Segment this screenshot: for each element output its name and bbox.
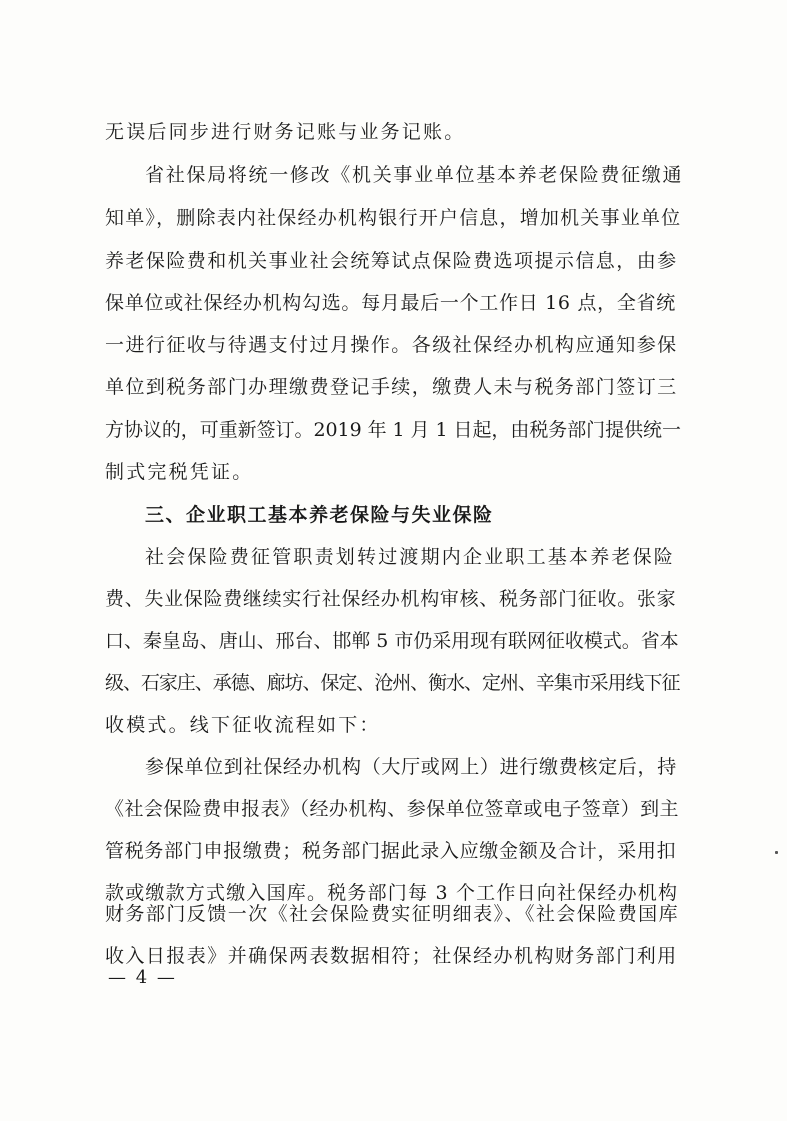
scan-artifact [775, 851, 778, 854]
text-line: 《社会保险费申报表》（经办机构、参保单位签章或电子签章）到主 [105, 798, 680, 820]
text-line: 款或缴款方式缴入国库。税务部门每 3 个工作日向社保经办机构 [105, 882, 679, 904]
text-line: 管税务部门申报缴费；税务部门据此录入应缴金额及合计，采用扣 [105, 840, 677, 862]
text-line: 单位到税务部门办理缴费登记手续，缴费人未与税务部门签订三 [105, 376, 678, 398]
text-line: 级、石家庄、承德、廊坊、保定、沧州、衡水、定州、辛集市采用线下征 [105, 672, 680, 694]
text-line: 社会保险费征管职责划转过渡期内企业职工基本养老保险 [145, 546, 676, 568]
text-line: 制式完税凭证。 [105, 461, 254, 483]
text-line: 一进行征收与待遇支付过月操作。各级社保经办机构应通知参保 [105, 334, 678, 356]
page-number: — 4 — [108, 967, 177, 988]
text-line: 方协议的，可重新签订。2019 年 1 月 1 日起，由税务部门提供统一 [105, 419, 681, 441]
text-line: 财务部门反馈一次《社会保险费实征明细表》、《社会保险费国库 [105, 903, 680, 925]
text-line: 收模式。线下征收流程如下： [105, 714, 381, 736]
text-line: 省社保局将统一修改《机关事业单位基本养老保险费征缴通 [145, 164, 684, 186]
text-line: 口、秦皇岛、唐山、邢台、邯郸 5 市仍采用现有联网征收模式。省本 [105, 630, 679, 652]
text-line: 保单位或社保经办机构勾选。每月最后一个工作日 16 点，全省统 [105, 292, 676, 314]
section-heading: 三、企业职工基本养老保险与失业保险 [145, 504, 494, 526]
text-line: 知单》，删除表内社保经办机构银行开户信息，增加机关事业单位 [105, 207, 682, 229]
text-line: 参保单位到社保经办机构（大厅或网上）进行缴费核定后，持 [145, 756, 677, 778]
text-line: 无误后同步进行财务记账与业务记账。 [105, 121, 466, 143]
text-line: 收入日报表》并确保两表数据相符；社保经办机构财务部门利用 [105, 945, 678, 967]
text-line: 养老保险费和机关事业社会统筹试点保险费选项提示信息，由参 [105, 250, 678, 272]
text-line: 费、失业保险费继续实行社保经办机构审核、税务部门征收。张家 [105, 588, 677, 610]
